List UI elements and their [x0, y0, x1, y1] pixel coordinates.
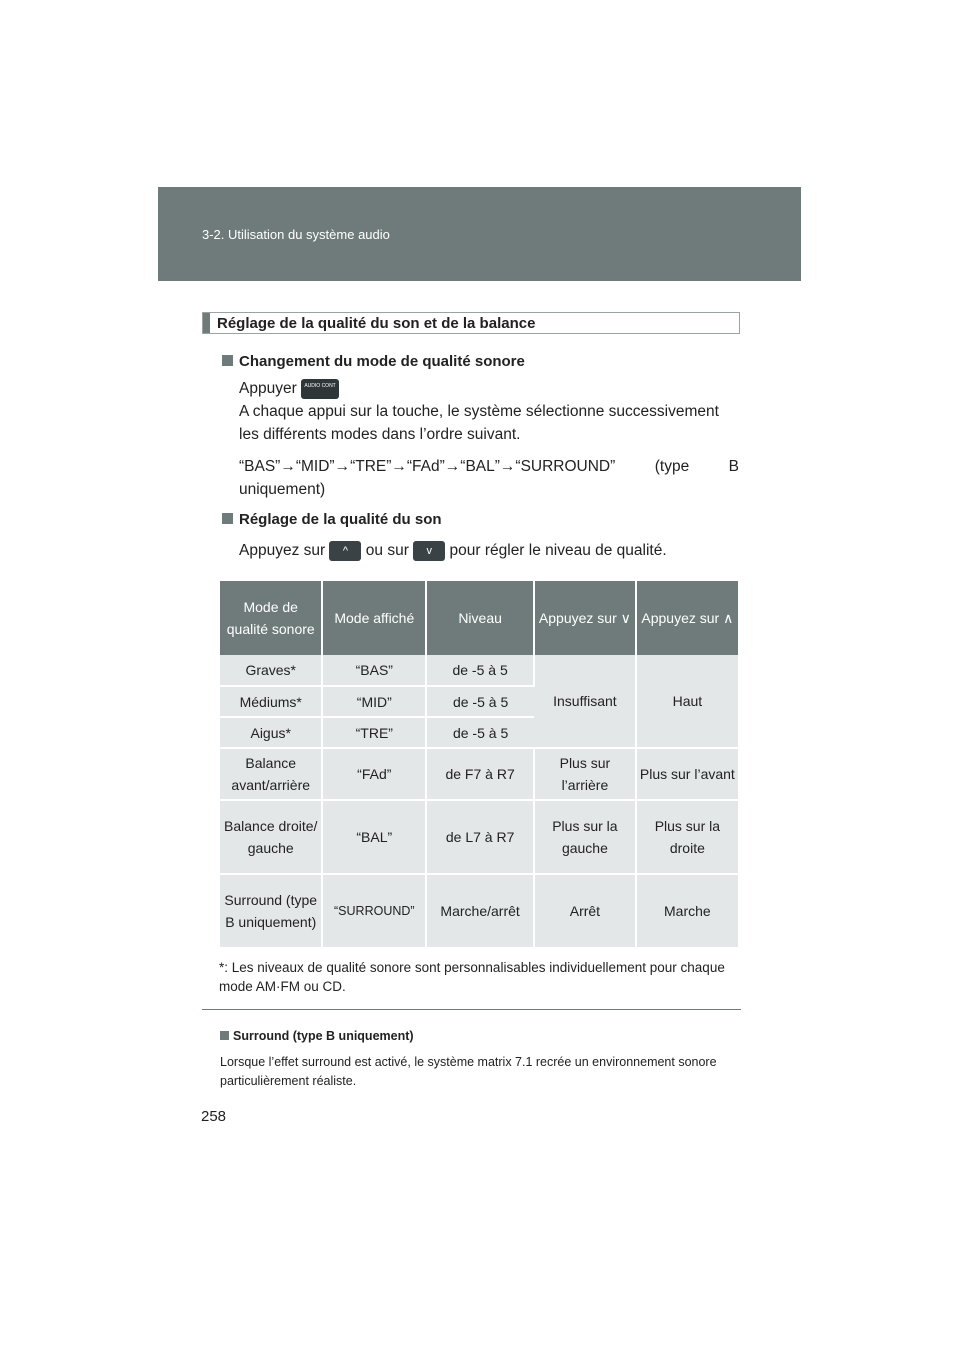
surround-note-heading: Surround (type B uniquement): [220, 1029, 414, 1043]
mode-change-heading: Changement du mode de qualité sonore: [222, 353, 525, 370]
table-cell-merged: Haut: [636, 655, 738, 748]
table-row: [220, 800, 738, 874]
table-row: [220, 655, 738, 686]
table-cell: de -5 à 5: [426, 717, 534, 748]
table-row: [220, 874, 738, 948]
table-cell: Plus sur la gauche: [534, 800, 636, 874]
page-number: 258: [201, 1108, 227, 1125]
table-cell: Balance avant/arrière: [220, 748, 322, 800]
table-cell: de -5 à 5: [426, 655, 534, 686]
table-cell: Marche/arrêt: [426, 874, 534, 948]
divider: [202, 1009, 741, 1010]
table-cell: de -5 à 5: [426, 686, 534, 717]
quality-table: [220, 581, 738, 949]
table-header: Niveau: [426, 581, 534, 655]
down-arrow-button-icon: v: [413, 541, 445, 561]
table-cell: de F7 à R7: [426, 748, 534, 800]
table-cell: “MID”: [322, 686, 426, 717]
table-cell: Plus sur la droite: [636, 800, 738, 874]
surround-note-text: Lorsque l’effet surround est activé, le système matrix 7.1 recrée un environnement sonore particulièrement réaliste.: [220, 1055, 717, 1088]
table-cell: “FAd”: [322, 748, 426, 800]
table-cell: Surround (type B uniquement): [220, 874, 322, 948]
quality-adjust-text: Appuyez sur ^ ou sur v pour régler le niveau de qualité.: [239, 542, 667, 559]
table-footnote: *: Les niveaux de qualité sonore sont personnalisables individuellement pour chaque mode AM·FM ou CD.: [219, 960, 725, 994]
table-cell: Marche: [636, 874, 738, 948]
section-title: [202, 312, 740, 334]
table-cell: Aigus*: [220, 717, 322, 748]
table-cell: de L7 à R7: [426, 800, 534, 874]
up-arrow-button-icon: ^: [329, 541, 361, 561]
table-header: Appuyez sur ∧: [636, 581, 738, 655]
table-cell: Plus sur l’avant: [636, 748, 738, 800]
table-cell: “BAS”: [322, 655, 426, 686]
audio-cont-button-icon: AUDIO CONT: [301, 379, 339, 399]
mode-sequence: “BAS”→“MID”→“TRE”→“FAd”→“BAL”→“SURROUND” (type B uniquement): [239, 458, 739, 498]
table-header-row: [220, 581, 738, 655]
square-bullet-icon: [222, 355, 233, 366]
table-cell: Balance droite/ gauche: [220, 800, 322, 874]
table-header: Mode de qualité sonore: [220, 581, 322, 655]
table-cell: Plus sur l’arrière: [534, 748, 636, 800]
table-cell: “BAL”: [322, 800, 426, 874]
square-bullet-icon: [222, 513, 233, 524]
mode-change-description: A chaque appui sur la touche, le système sélectionne successivement les différents modes dans l’ordre suivant.: [239, 403, 719, 443]
table-row: [220, 748, 738, 800]
table-cell: “SURROUND”: [322, 874, 426, 948]
table-cell: Arrêt: [534, 874, 636, 948]
header-bar: [158, 187, 801, 281]
section-breadcrumb: 3-2. Utilisation du système audio: [202, 227, 390, 242]
quality-adjust-heading: Réglage de la qualité du son: [222, 511, 442, 528]
square-bullet-icon: [220, 1031, 229, 1040]
table-cell-merged: Insuffisant: [534, 655, 636, 748]
table-header: Appuyez sur ∨: [534, 581, 636, 655]
table-header: Mode affiché: [322, 581, 426, 655]
section-title-text: Réglage de la qualité du son et de la balance: [217, 315, 536, 332]
table-cell: “TRE”: [322, 717, 426, 748]
mode-change-press: Appuyer AUDIO CONT: [239, 377, 739, 400]
table-cell: Médiums*: [220, 686, 322, 717]
table-cell: Graves*: [220, 655, 322, 686]
